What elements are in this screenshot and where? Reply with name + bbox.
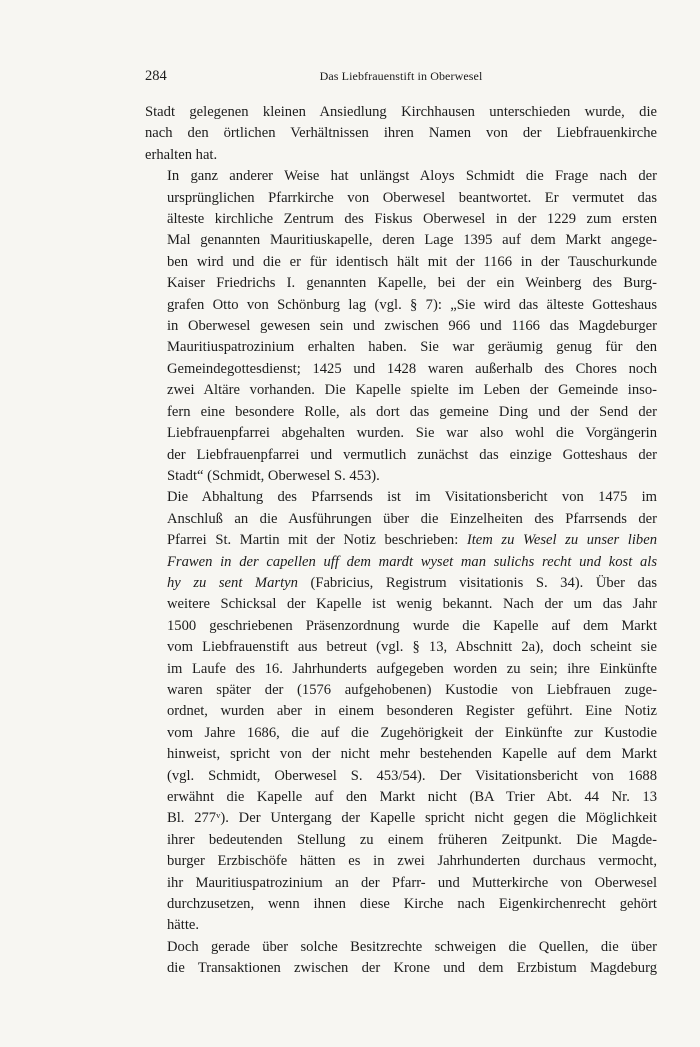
paragraph bbox=[145, 487, 657, 937]
text-line: grafen Otto von Schönburg lag (vgl. § 7): „Sie wird das älteste Gotteshaus bbox=[167, 296, 657, 313]
text-line: ben wird und die er für identisch hält mit der 1166 in der Tauschurkunde bbox=[167, 253, 657, 270]
text-line: burger Erzbischöfe hätten es in zwei Jahrhunderten durchaus vermocht, bbox=[167, 853, 657, 870]
text-line: erwähnt die Kapelle auf den Markt nicht (BA Trier Abt. 44 Nr. 13 bbox=[167, 789, 657, 805]
text-line: waren später der (1576 aufgehobenen) Kustodie von Liebfrauen zuge- bbox=[167, 681, 657, 698]
text-line: erhalten hat. bbox=[145, 146, 218, 163]
italic-quote: hy zu sent Martyn bbox=[167, 574, 298, 591]
text-line: Die Abhaltung des Pfarrsends ist im Visitationsbericht von 1475 im bbox=[167, 489, 657, 506]
text-line: Mauritiuspatrozinium erhalten haben. Sie war geräumig genug für den bbox=[167, 339, 657, 356]
text-line: fern eine besondere Rolle, als dort das gemeine Ding und der Send der bbox=[167, 403, 657, 420]
text-line: älteste kirchliche Zentrum des Fiskus Oberwesel in der 1229 zum ersten bbox=[167, 211, 657, 228]
text-line: Stadt gelegenen kleinen Ansiedlung Kirchhausen unterschieden wurde, die bbox=[145, 104, 657, 120]
text-line: hinweist, spricht von der nicht mehr bestehenden Kapelle auf dem Markt bbox=[167, 746, 657, 763]
text-line: (vgl. Schmidt, Oberwesel S. 453/54). Der Visitationsbericht von 1688 bbox=[167, 767, 657, 784]
text-line: In ganz anderer Weise hat unlängst Aloys Schmidt die Frage nach der bbox=[167, 168, 657, 185]
text-run: Pfarrei St. Martin mit der Notiz beschrieben: bbox=[167, 532, 467, 549]
text-line: der Liebfrauenpfarrei und vermutlich zunächst das einzige Gotteshaus der bbox=[167, 446, 657, 463]
text-line: Stadt“ (Schmidt, Oberwesel S. 453). bbox=[167, 467, 380, 484]
text-line: ihrer bedeutenden Stellung zu einem früheren Zeitpunkt. Die Magde- bbox=[167, 831, 657, 848]
text-line bbox=[145, 573, 657, 594]
text-line: weitere Schicksal der Kapelle ist wenig bekannt. Nach der um das Jahr bbox=[167, 596, 657, 613]
paragraph bbox=[145, 937, 657, 980]
text-line: Doch gerade über solche Besitzrechte schweigen die Quellen, die über bbox=[167, 938, 657, 955]
italic-quote: Item zu Wesel zu unser liben bbox=[466, 532, 657, 549]
text-line bbox=[145, 552, 657, 573]
page-header bbox=[145, 68, 657, 88]
text-line: hätte. bbox=[167, 917, 200, 934]
text-line: zwei Altäre vorhanden. Die Kapelle spielte im Leben der Gemeinde inso- bbox=[167, 382, 657, 399]
text-line: Mal genannten Mauritiuskapelle, deren Lage 1395 auf dem Markt angege- bbox=[167, 232, 657, 249]
text-line: ursprünglichen Pfarrkirche von Oberwesel beantwortet. Er vermutet das bbox=[167, 189, 657, 206]
text-line: Liebfrauenpfarrei abgehalten wurden. Sie war also wohl die Vorgängerin bbox=[167, 425, 657, 442]
text-run: (Fabricius, Registrum visitationis S. 34). Über das bbox=[297, 574, 657, 591]
text-line: die Transaktionen zwischen der Krone und dem Erzbistum Magdeburg bbox=[167, 960, 657, 977]
text-line: vom Jahre 1686, die auf die Zugehörigkeit der Einkünfte zur Kustodie bbox=[167, 724, 657, 741]
text-line: Bl. 277ᵛ). Der Untergang der Kapelle spricht nicht gegen die Möglichkeit bbox=[167, 810, 657, 827]
text-line: durchzusetzen, wenn ihnen diese Kirche nach Eigenkirchenrecht gehört bbox=[167, 896, 657, 913]
text-line bbox=[145, 530, 657, 551]
text-line: Anschluß an die Ausführungen über die Einzelheiten des Pfarrsends der bbox=[167, 510, 657, 527]
text-line: Kaiser Friedrichs I. genannten Kapelle, bei der ein Weinberg des Burg- bbox=[167, 275, 657, 292]
text-line: im Laufe des 16. Jahrhunderts aufgegeben worden zu sein; ihre Einkünfte bbox=[167, 660, 657, 677]
paragraph bbox=[145, 102, 657, 166]
body-text bbox=[145, 102, 657, 980]
running-title: Das Liebfrauenstift in Oberwesel bbox=[319, 69, 483, 83]
text-line: Gemeindegottesdienst; 1425 und 1428 waren außerhalb des Chores noch bbox=[167, 360, 657, 377]
text-line: ordnet, wurden aber in einem besonderen Register geführt. Eine Notiz bbox=[167, 703, 657, 720]
italic-quote: Frawen in der capellen uff dem mardt wyset man sulichs recht und kost als bbox=[167, 553, 657, 570]
paragraph bbox=[145, 166, 657, 487]
page-number: 284 bbox=[145, 68, 167, 84]
text-line: in Oberwesel gewesen sein und zwischen 966 und 1166 das Magdeburger bbox=[167, 318, 657, 335]
text-line: ihr Mauritiuspatrozinium an der Pfarr- und Mutterkirche von Oberwesel bbox=[167, 874, 657, 891]
text-line: 1500 geschriebenen Präsenzordnung wurde die Kapelle auf dem Markt bbox=[167, 617, 657, 634]
text-line: nach den örtlichen Verhältnissen ihren Namen von der Liebfrauenkirche bbox=[145, 125, 657, 142]
text-line: vom Liebfrauenstift aus betreut (vgl. § 13, Abschnitt 2a), doch scheint sie bbox=[167, 639, 657, 656]
